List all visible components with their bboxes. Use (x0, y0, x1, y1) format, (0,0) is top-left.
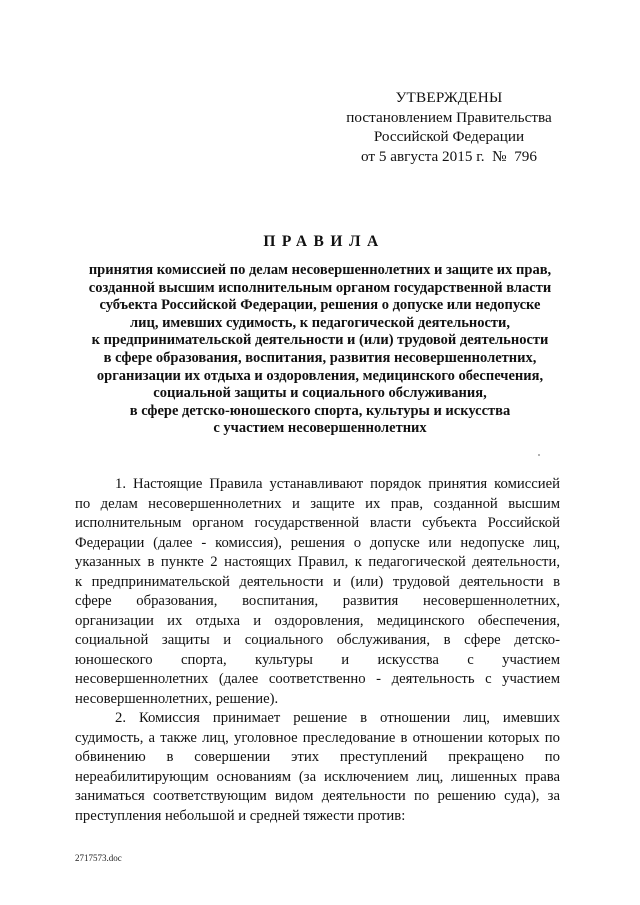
subtitle-line: социальной защиты и социального обслуживания, (153, 385, 487, 402)
paragraph-line: 2. Комиссия принимает решение в отношении лиц, имевших (115, 710, 560, 726)
approval-date-number: от 5 августа 2015 г. № 796 (361, 147, 537, 165)
approval-line: Российской Федерации (373, 128, 525, 145)
subtitle-line: в сфере детско-юношеского спорта, культуры и искусства (129, 402, 511, 419)
paragraph-line: судимость, а также лиц, уголовное преследование в отношении которых по (75, 729, 560, 746)
paragraph-line: социальной защиты и социального обслуживания, в сфере детско- (75, 632, 560, 648)
paragraph-line: сфере образования, воспитания, развития несовершеннолетних, (75, 593, 560, 609)
paragraph-1 (75, 475, 560, 709)
paragraph-line: исполнительным органом государственной власти субъекта Российской (75, 515, 560, 531)
document-title: ПРАВИЛА (263, 233, 385, 250)
paragraph-line: Федерации (далее - комиссия), решения о допуске или недопуске лиц, (75, 534, 560, 551)
subtitle-line: с участием несовершеннолетних (213, 420, 427, 437)
paragraph-line: заниматься соответствующим видом деятельности по решению суда), за (75, 788, 560, 804)
approval-heading: УТВЕРЖДЕНЫ (395, 89, 503, 106)
subtitle-line: созданной высшим исполнительным органом государственной власти (88, 279, 552, 296)
subtitle-line: принятия комиссией по делам несовершеннолетних и защите их прав, (88, 262, 552, 278)
subtitle-line: субъекта Российской Федерации, решения о допуске или недопуске (99, 297, 541, 314)
document-subtitle (60, 262, 580, 438)
paragraph-line: несовершеннолетних (далее соответственно - деятельность с участием (75, 671, 560, 687)
paragraph-line: несовершеннолетних, решение). (75, 690, 279, 707)
paragraph-line: организации их отдыха и оздоровления, медицинского обеспечения, (75, 612, 560, 629)
paragraph-line: 1. Настоящие Правила устанавливают порядок принятия комиссией (115, 476, 560, 492)
paragraph-line: преступления небольшой и средней тяжести против: (75, 807, 406, 824)
paragraph-line: обвинению в совершении этих преступлений прекращено по (75, 749, 560, 765)
approval-line: постановлением Правительства (346, 108, 552, 126)
scan-speck (538, 454, 540, 456)
subtitle-line: лиц, имевших судимость, к педагогической деятельности, (129, 314, 511, 331)
approval-stamp (332, 88, 566, 166)
paragraph-line: к предпринимательской деятельности и (или) трудовой деятельности в (75, 573, 560, 590)
paragraph-line: по делам несовершеннолетних и защите их прав, созданной высшим (75, 495, 560, 512)
subtitle-line: к предпринимательской деятельности и (или) трудовой деятельности (91, 332, 549, 349)
paragraph-line: указанных в пункте 2 настоящих Правил, к педагогической деятельности, (75, 554, 560, 570)
paragraph-2 (75, 709, 560, 826)
file-name-footer: 2717573.doc (75, 853, 122, 863)
paragraph-line: нереабилитирующим основаниям (за исключением лиц, лишенных права (75, 768, 560, 785)
document-body (75, 475, 560, 826)
subtitle-line: в сфере образования, воспитания, развития несовершеннолетних, (103, 349, 537, 366)
subtitle-line: организации их отдыха и оздоровления, медицинского обеспечения, (96, 367, 544, 384)
paragraph-line: юношеского спорта, культуры и искусства с участием (75, 651, 560, 668)
